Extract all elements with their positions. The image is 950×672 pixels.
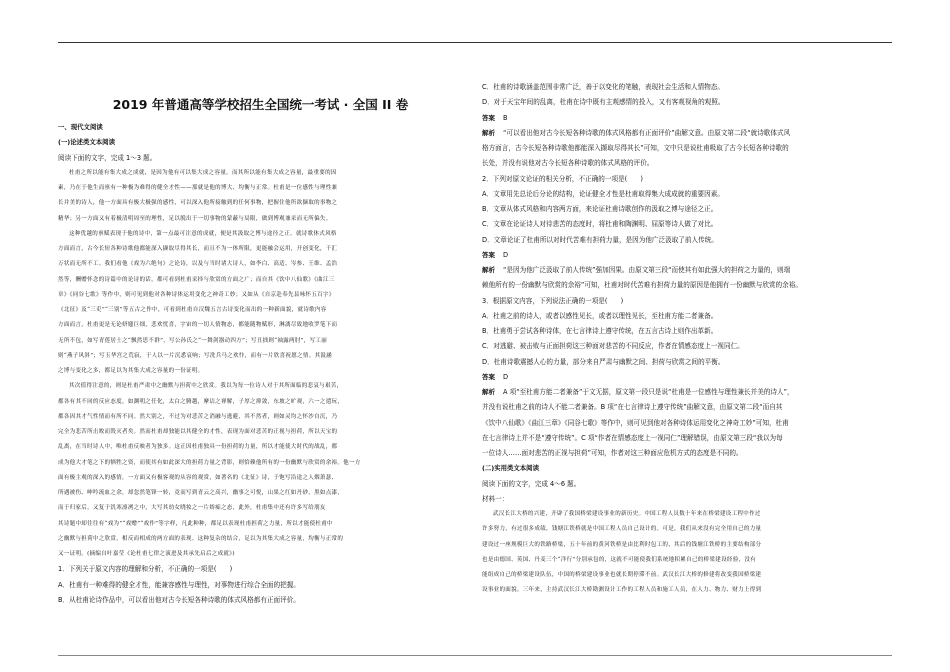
text-line [482,463,892,473]
text-line [58,275,463,285]
line-text: 赖他所有的一份幽默与欣赏的余裕”可知，杜甫对时代苦难有担荷力量的原因是他拥有一份幽默与欣赏的余裕。 [482,281,802,290]
text-line [58,488,463,498]
line-text: 杜甫之所以能有集大成之成就，是因为他有可以集大成之容量。而其所以能有集大成之容量，最重要的因 [69,169,337,176]
line-text: “是因为他广泛汲取了前人传统”强加因果。由原文第三段“而使其有如此强大的担荷之力量的，则端 [503,266,791,274]
line-text: 《北征》及“三吏”“三别”等五古之作中，可看到杜甫自汉魏五言古诗变化而出的一种新面貌，就诗歌内容 [58,307,327,313]
line-text: 万状而无所不工。我们看他《戏为六绝句》之论诗，以及与当时诸大诗人，如李白、高适、岑参、王维、孟浩 [58,261,338,268]
footer-rule [58,655,892,656]
text-line [58,397,463,407]
line-text: 在七言律诗上并不是“遵守传统”。C 项“作者在情感态度上一视同仁”理解错误，由原文第三段“我以为每 [482,433,783,442]
text-line [482,143,892,153]
text-line [482,357,892,367]
answer-label: 解析 [482,128,495,137]
text-line [482,524,892,534]
text-line [482,585,892,595]
line-text: 3．根据原文内容，下列说法正确的一项是( ) [482,296,624,305]
line-text: 这种优越的禀赋表现于他的诗中，第一点最可注意的成就，便是其汲取之博与途径之正。就诗歌体式风格 [69,230,337,237]
text-line [482,158,892,168]
line-text: 则“燕子风斜”；写玉华宫之荒寂，于人以一片沉悉哀响；写洗兵马之欢忭，而有一片欣喜祝愿之情。其汲涵 [58,352,332,359]
line-text: 之博与变化之多，都足以为其集大成之容量的一份证明。 [58,368,204,374]
text-line [482,372,892,382]
line-text: 面有极主观的深入的感情，一方面又有极客观的从容的观赏，如著名的《北征》诗，于饱写沿途之人烟萧瑟、 [58,474,338,481]
text-line [482,326,892,336]
line-text: 而于归家后，又复于饥寒凛冽之中，大写其幼女晓妆之一片娇痴之态，此外，杜甫集中还有许多写给朋友 [58,505,326,512]
text-line [482,82,892,92]
line-text: 阅读下面的文字，完成 1～3 题。 [58,153,157,162]
line-text: D．文章论证了杜甫所以对时代苦难有担荷力量，是因为他广泛汲取了前人传统。 [482,235,718,244]
text-line [482,448,892,458]
line-text: 之幽默与担荷中之欣赏，相反而相成的两方面的表现。这种复杂的结合，足以为其集大成之容量，均衡与正常的 [58,535,344,542]
line-text: 一位诗人……面对悲苦的正视与担荷”可知，作者对这三种面应危机方式的态度是不同的。 [482,449,743,457]
line-text: 成为他大才笔之下的牺牲之资，而使其有如此深大的担荷力量之背影，则恰赖他所有的一份幽默与欣赏的余裕。他一方 [58,459,361,466]
line-text: 都各有其不同的反应态度。如渊明之任化，太白之腾越，摩诘之禅解，子厚之抑敛，东坡之旷观，六一之遣玩， [58,398,344,405]
line-text: 所遇被伤、呻吟流血之余，却忽然笔锋一转，竟而写到青云之高兴，幽事之可悦，山果之红如丹砂，黑如点漆， [58,490,344,496]
line-text: B [503,113,508,122]
line-text: 方面而言，杜甫更是无论妍媸巨细，悲欢忧喜，宇宙的一切人情物态，都能随物赋形，淋漓尽致地收罗笔下而 [58,322,338,329]
text-line [482,174,892,184]
line-text: B．杜甫勇于尝试各种诗体，在七言律诗上遵守传统，在五言古诗上则作出革新。 [482,327,718,335]
line-text: 1．下列关于原文内容的理解和分析，不正确的一项是( ) [58,565,233,574]
line-text: 许多努力，有过很多成绩，钱塘江铁桥就是中国工程人员自己设计的。可是，我们从来没有完全用自己的力量 [482,526,762,533]
text-line [482,387,892,397]
text-line [58,442,463,452]
line-text: A 项“至杜甫方能二者兼备”于文无据，原文第一段只是说“杜甫是一位感性与理性兼长并美的诗人”， [503,388,794,396]
line-text: 材料一： [482,494,509,503]
answer-label: 答案 [482,250,495,259]
line-text: 武汉长江大桥的兴建，开辟了我国桥梁建设事业的新历史。中国工程人员数十年来在桥梁建设工程中作过 [493,511,761,517]
text-line [58,290,463,300]
text-line [58,244,463,254]
text-line [482,250,892,260]
text-line [58,534,463,544]
text-line [482,540,892,550]
line-text: 乱离，在当时诗人中，唯杜甫反映者为独多。这正因杜甫独具一份担荷的力量，所以才能使大时代的战乱，都 [58,444,338,451]
line-text: 精华；另一方面又有着极清明周至的理性，足以脱出于一切事物的蒙蔽与局限，做到博观兼采而无所偏失。 [58,215,332,222]
text-line [58,320,463,330]
text-line [482,418,892,428]
line-text: 也是由德国、英国、丹麦三个“洋行”分别承包的，这就不可能使我们系统地积累自己的桥梁建设经验，没有 [482,556,756,563]
line-text: 建设过一座规模巨大的铁路桥梁，五十年前的黄河铁桥是由比利时包工的，其后的钱塘江铁桥的主要结构部分 [482,541,762,548]
text-line [58,519,463,529]
text-line [482,479,892,489]
text-line [482,265,892,275]
line-text: 都各因其才气性情而有所不同。然大别之，不过为对悲苦之消融与逃避，其不然者，则如灵均之怀沙自沉，乃 [58,413,338,420]
line-text: 格方面言，古今长短各种诗歌他都能深入撷取尽得其长”可知，文中只是说杜甫吸取了古今长短各种诗歌的 [482,144,789,152]
line-text: D．对于天宝年间的乱离，杜甫在诗中既有主观感情的投入，又有客观视角的观照。 [482,98,725,107]
line-text: 阅读下面的文字，完成 4～6 题。 [482,479,581,488]
text-line [482,494,892,504]
line-text: 方面而言，古今长短各种诗歌他都能深入撷取尽得其长，而且不为一体所限，更能融会运用，开创变化，千汇 [58,246,338,252]
line-text: 2．下列对原文论证的相关分析，不正确的一项是( ) [482,174,643,183]
line-text: 设事业的面貌。三年来，主持武汉长江大桥勘测设计工作的工程人员和施工人员，在人力、物力、财力上得到 [482,587,762,594]
text-line [482,296,892,306]
text-line [58,503,463,513]
text-line [482,555,892,565]
text-line [58,229,463,239]
line-text: C．文章在论证诗人对待悲苦的态度时，将杜甫和陶渊明、屈原等诗人做了对比。 [482,220,718,229]
text-line [58,137,463,147]
text-line [58,168,463,178]
line-text: 能组成自己的桥梁建设队伍，中国的桥梁建设事业也就长期停滞不前。武汉长江大桥的修建将改变我国桥梁建 [482,572,762,578]
text-line [482,341,892,351]
line-text: 素，乃在于他生而禀有一种极为难得的健全才性——那就是他的博大、均衡与正常。杜甫是一位感性与理性兼 [58,185,338,191]
text-line [58,259,463,269]
text-line [58,305,463,315]
line-text: 其次值得注意的，则是杜甫严肃中之幽默与担荷中之欣赏。我以为每一位诗人对于其所面临的悲哀与艰苦， [69,383,343,390]
line-text: “可以看出他对古今长短各种诗歌的体式风格都有正面评价”曲解文意。由原文第二段“就诗歌体式风 [503,128,791,137]
text-line [58,381,463,391]
text-line [58,366,463,376]
answer-label: 解析 [482,388,495,396]
line-text: 章》《同谷七歌》等作中，则可见到他对各种诗体运用变化之神奇工妙；又如从《自京赴奉先县咏怀五百字》 [58,291,335,298]
line-text: C．杜甫的诗歌涵盖范围非常广泛，善于以变化的笔触，表现社会生活和人情物态。 [482,83,724,91]
text-line [482,235,892,245]
answer-label: 答案 [482,113,495,122]
text-line [482,280,892,290]
text-line [58,473,463,483]
answer-label: 答案 [482,372,495,381]
page-title: 2019 年普通高等学校招生全国统一考试 · 全国 II 卷 [112,97,409,112]
text-line [58,458,463,468]
text-line [482,433,892,443]
text-line [58,549,463,559]
line-text: 长并美的诗人，他一方面具有极大极强的感性，可以深入他所接触到的任何事物，把握住他所欲撷取的事物之 [58,200,338,207]
line-text: C．对逃避、被击败与正面担荷这三种面对悲苦的不同反应，作者在情感态度上一视同仁。 [482,342,744,351]
line-text: B．文章从体式风格和内容两方面，来论证杜甫诗歌创作的汲取之博与途径之正。 [482,205,718,213]
line-text: B．从杜甫论诗作品中，可以看出他对古今长短各种诗歌的体式风格都有正面评价。 [58,595,300,604]
line-text: 其诗题中却往往有“戏为”“戏赠”“戏作”等字样，凡此种种，都足以表现杜甫担荷之力量，所以才能使杜甫中 [58,520,333,527]
line-text: D．杜甫诗歌震撼人心的力量，部分来自严肃与幽默之间、担荷与欣赏之间的平衡。 [482,357,725,366]
text-line [482,402,892,412]
line-text: (一)论述类文本阅读 [58,138,115,147]
text-line [58,183,463,193]
text-line [482,509,892,519]
header-rule [58,42,892,43]
text-line [482,113,892,123]
text-line [482,128,892,138]
text-line [58,336,463,346]
text-line [58,122,463,132]
text-line [58,427,463,437]
text-line [482,570,892,580]
line-text: D [503,250,509,259]
text-line [482,189,892,199]
text-line [58,580,463,590]
text-line [58,351,463,361]
text-line [58,595,463,605]
line-text: 并没有说杜甫之前的诗人不能二者兼备。B 项“在七言律诗上遵守传统”曲解文意，由原文第二段“而自其 [482,403,783,412]
line-text: 完全为悲苦所击败而毁灭者矣。然而杜甫却独能以其健全的才性，表现为面对悲苦的正视与担荷，所以天宝的 [58,429,338,435]
line-text: 又一证明。(摘编自叶嘉莹《论杜甫七律之演进及其承先启后之成就》) [58,551,235,557]
text-line [58,412,463,422]
text-line [482,204,892,214]
line-text: (二)实用类文本阅读 [482,464,539,473]
text-line [58,153,463,163]
line-text: 然等，酬赠怀念的诗篇中的论诗的话，都可看到杜甫采择与欣赏的方面之广；而自其《饮中八仙歌》《曲江三 [58,276,335,283]
answer-label: 解析 [482,266,495,274]
line-text: 无所不包，如写青莲居士之“飘然思不群”，写公孙氏之“一舞剑器动四方”；写丑拙则“袖露两肘”，写工丽 [58,337,328,344]
text-line [482,219,892,229]
text-line [482,97,892,107]
text-line [58,198,463,208]
line-text: A．杜甫之前的诗人，或者以感性见长，或者以理性见长，至杜甫方能二者兼备。 [482,311,718,320]
line-text: 《饮中八仙歌》《曲江三章》《同谷七歌》等作中，则可见到他对各种诗体运用变化之神奇工妙”可知，杜甫 [482,418,789,427]
text-line [58,214,463,224]
text-line [482,311,892,321]
text-line [58,564,463,574]
line-text: 长处，并没有说他对古今长短各种诗歌的体式风格的评价。 [482,159,654,168]
line-text: A．杜甫有一种难得的健全才性，能兼容感性与理性，对事物进行综合全面的把握。 [58,580,300,589]
line-text: D [503,372,509,381]
line-text: 一、现代文阅读 [58,123,103,131]
line-text: A．文章用先总论后分论的结构，论证健全才性是杜甫取得集大成成就的重要因素。 [482,189,724,198]
